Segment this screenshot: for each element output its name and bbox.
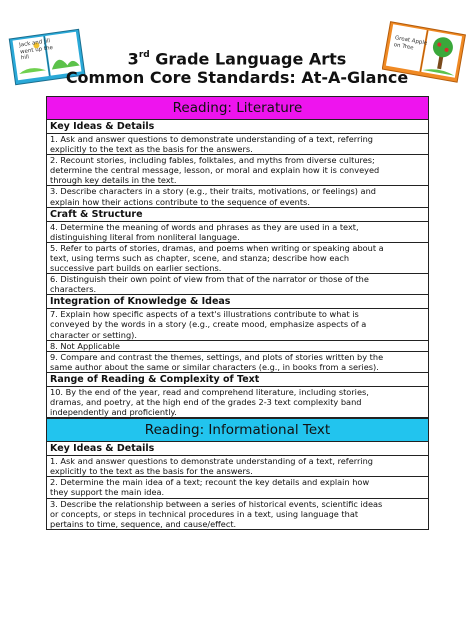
title-line-2: Common Core Standards: At-A-Glance (65, 68, 409, 88)
standard-rl-2: 2. Recount stories, including fables, folktales, and myths from diverse cultures; determine the central message, lesson, or moral and explain how it is conveyed through key details in the text. (47, 155, 428, 186)
subheading-craft-structure: Craft & Structure (47, 208, 428, 222)
standard-rl-8: 8. Not Applicable (47, 341, 428, 352)
standard-ri-3: 3. Describe the relationship between a series of historical events, scientific ideas or concepts, or steps in technical procedures in a text, using language that pertains to time, sequence, and cause/effect. (50, 498, 383, 529)
standard-rl-5: 5. Refer to parts of stories, dramas, and poems when writing or speaking about a text, using terms such as chapter, scene, and stanza; describe how each successive part builds on earlier sections. (47, 243, 428, 274)
standard-rl-4: 4. Determine the meaning of words and phrases as they are used in a text, distinguishing literal from nonliteral language. (47, 222, 428, 243)
page-title (60, 47, 414, 87)
standard-rl-1: 1. Ask and answer questions to demonstrate understanding of a text, referring explicitly to the text as the basis for the answers. (47, 134, 428, 155)
grade-number: 3 (127, 49, 139, 69)
grade-ordinal: rd (138, 50, 150, 60)
storybook-left-caption: Jack and Jill went up the hill (18, 38, 54, 62)
subheading-integration: Integration of Knowledge & Ideas (47, 295, 428, 309)
storybook-right-caption: Great Apple on Tree (393, 35, 428, 51)
subheading-key-ideas: Key Ideas & Details (47, 120, 428, 134)
standards-table (46, 96, 429, 530)
subheading-range: Range of Reading & Complexity of Text (47, 373, 428, 387)
title-line-1-text: Grade Language Arts (149, 49, 347, 69)
standard-ri-1: 1. Ask and answer questions to demonstrate understanding of a text, referring explicitly to the text as the basis for the answers. (47, 456, 428, 477)
standard-ri-2: 2. Determine the main idea of a text; recount the key details and explain how they support the main idea. (47, 477, 428, 498)
standard-rl-3: 3. Describe characters in a story (e.g., their traits, motivations, or feelings) and explain how their actions contribute to the sequence of events. (47, 186, 428, 207)
title-line-1 (60, 47, 414, 68)
standard-rl-7: 7. Explain how specific aspects of a text's illustrations contribute to what is conveyed by the words in a story (e.g., create mood, emphasize aspects of a character or setting). (47, 309, 428, 340)
standard-rl-6: 6. Distinguish their own point of view from that of the narrator or those of the characters. (47, 274, 428, 295)
subheading-key-ideas-info: Key Ideas & Details (47, 442, 428, 456)
section-band-literature: Reading: Literature (47, 97, 428, 120)
standard-rl-10: 10. By the end of the year, read and comprehend literature, including stories, dramas, and poetry, at the high end of the grades 2-3 text complexity band independently and proficiently. (47, 387, 428, 418)
section-band-informational: Reading: Informational Text (47, 418, 428, 442)
standard-rl-9: 9. Compare and contrast the themes, settings, and plots of stories written by the same author about the same or similar characters (e.g., in books from a series). (47, 352, 428, 373)
